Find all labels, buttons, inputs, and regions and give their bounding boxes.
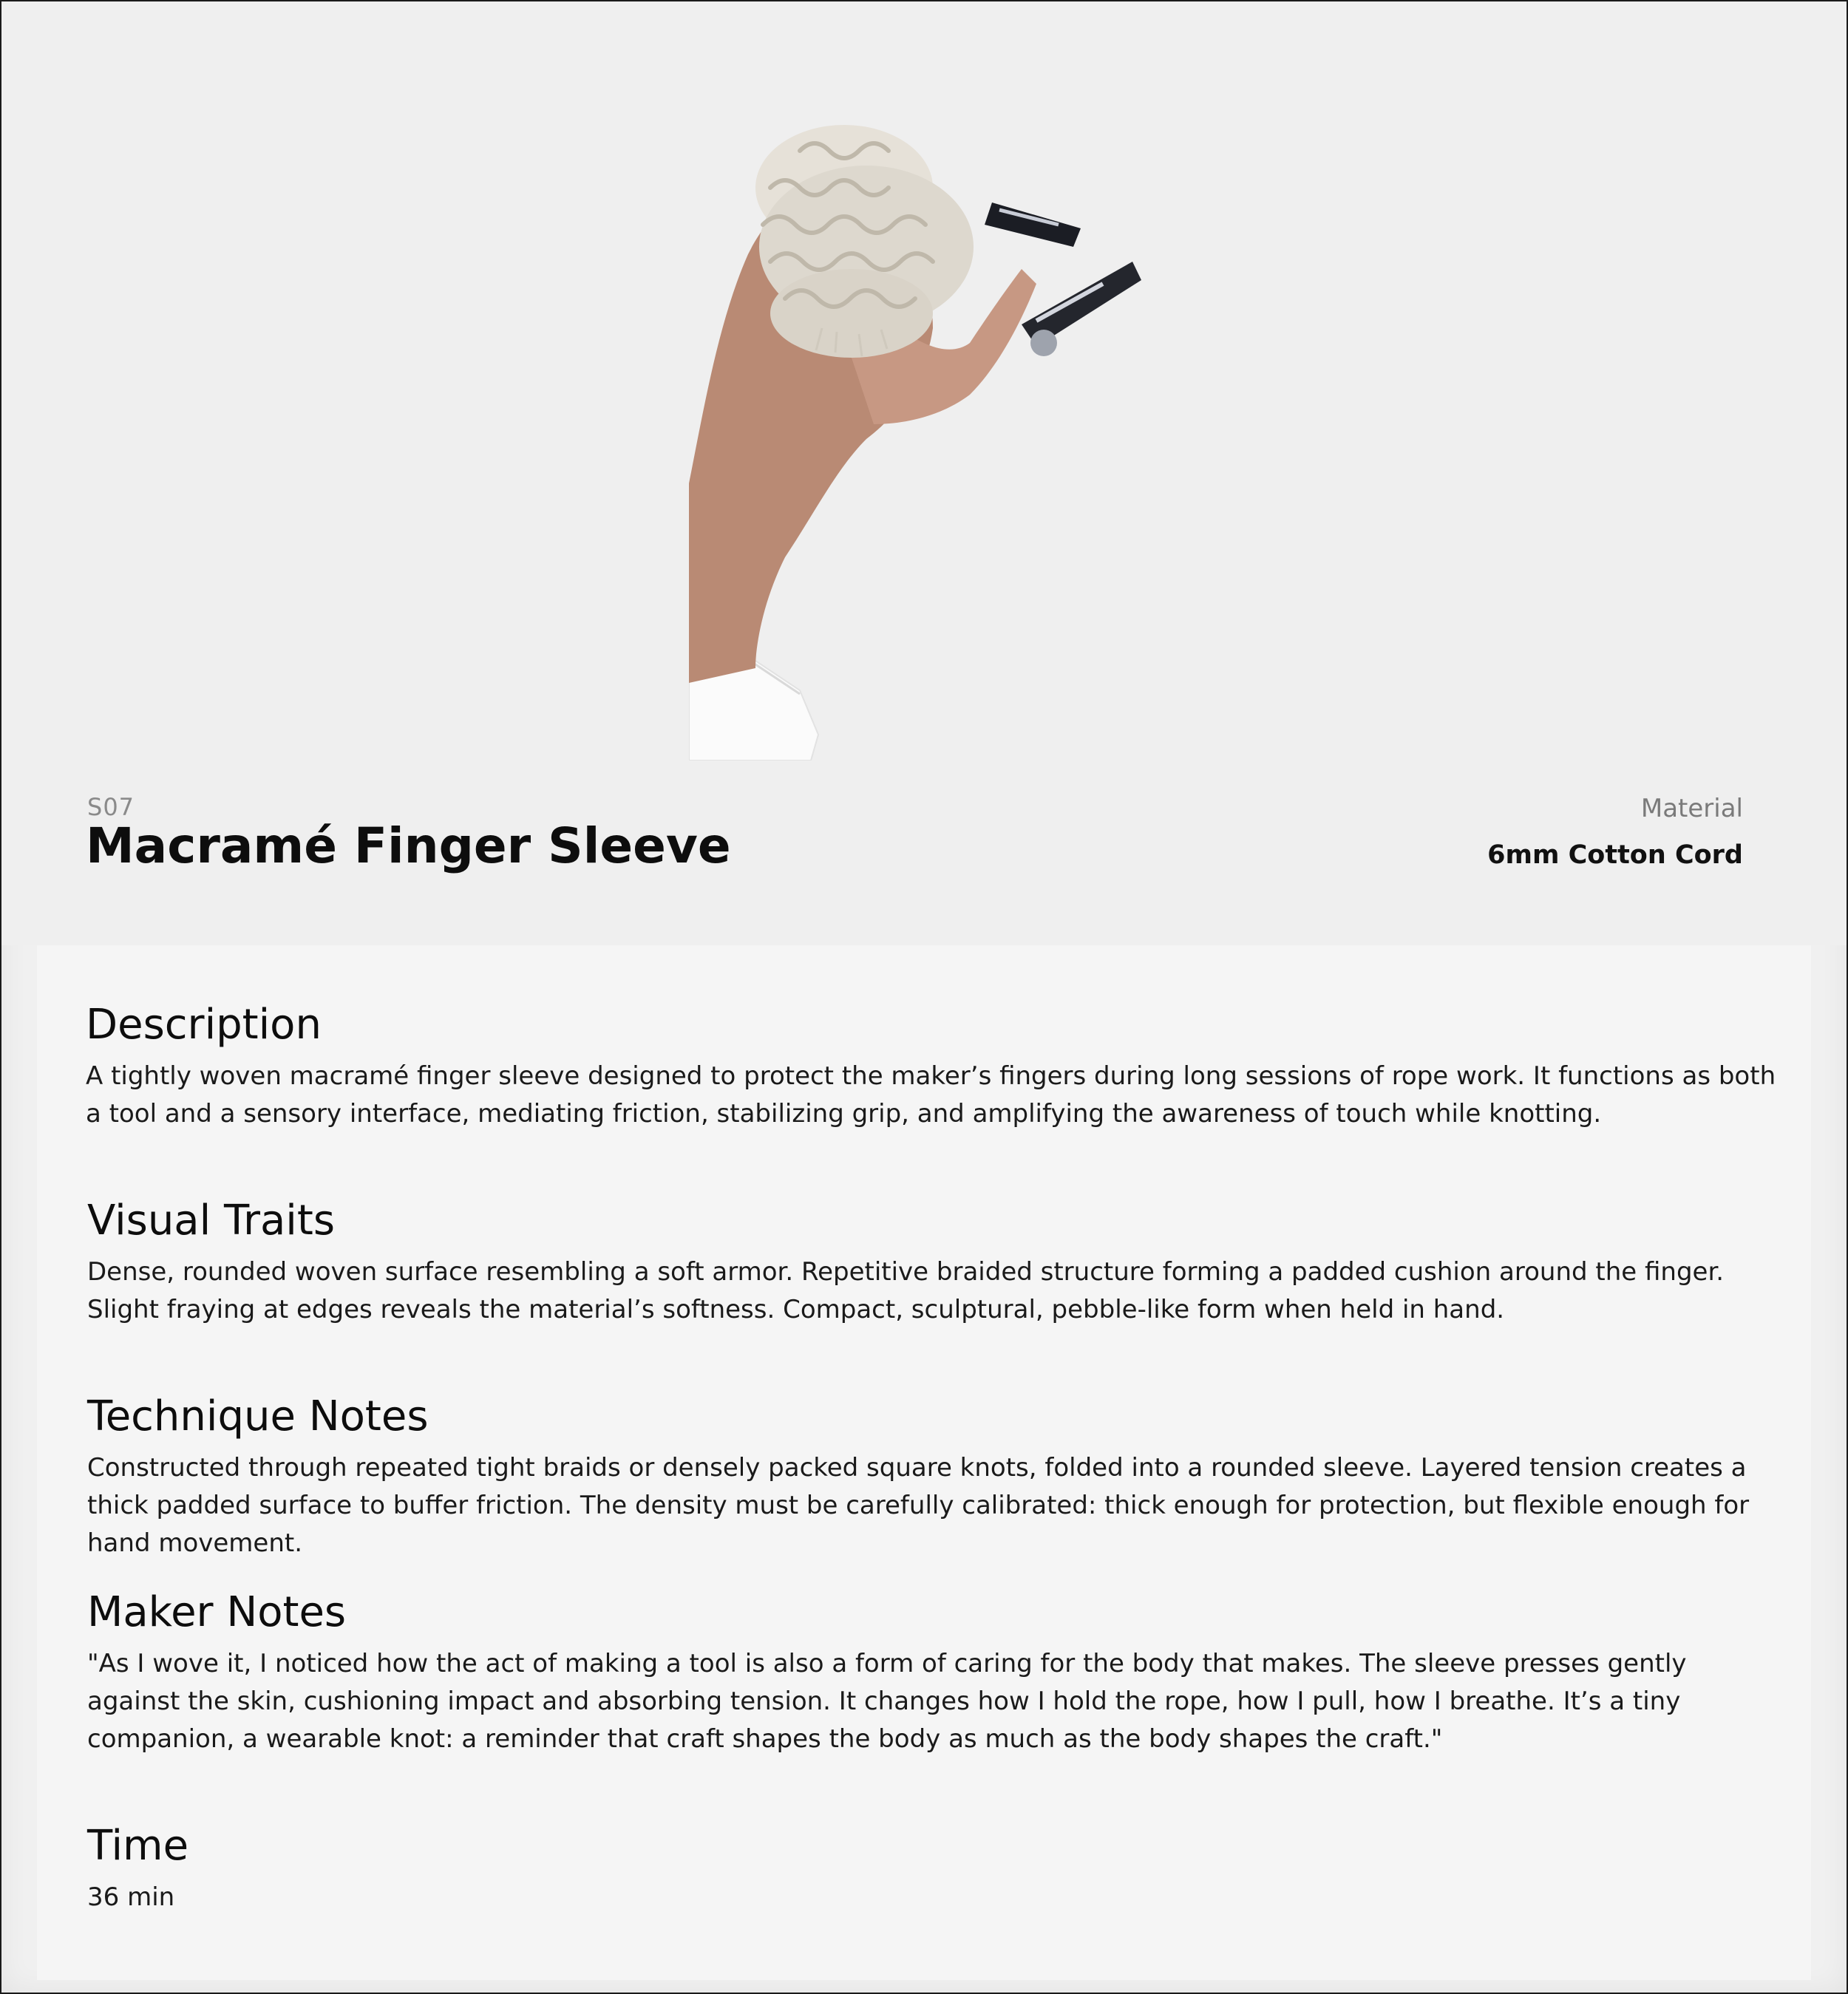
maker-notes-heading: Maker Notes (87, 1588, 347, 1636)
visual-traits-body: Dense, rounded woven surface resembling a soft armor. Repetitive braided structure forming a padded cushion around the finger. Slight fraying at edges reveals the material’s softness. Compact, sculptural, pebble-like form when held in hand. (87, 1257, 1725, 1324)
material-value: 6mm Cotton Cord (1487, 840, 1743, 870)
time-heading: Time (87, 1822, 189, 1870)
page-title: Macramé Finger Sleeve (86, 817, 731, 874)
material-label: Material (1640, 794, 1743, 823)
technique-notes-body: Constructed through repeated tight braids or densely packed square knots, folded into a rounded sleeve. Layered tension creates a thick padded surface to buffer friction. The density must be carefully calibrated: thick enough for protection, but flexible enough for hand movement. (87, 1453, 1750, 1558)
technique-notes-heading: Technique Notes (87, 1392, 429, 1440)
visual-traits-heading: Visual Traits (87, 1197, 335, 1245)
time-value: 36 min (87, 1882, 175, 1912)
details-panel (37, 945, 1811, 1980)
description-heading: Description (86, 1001, 322, 1049)
visual-traits-section (87, 1197, 1780, 1329)
technique-notes-section (87, 1392, 1780, 1562)
hero-section (1, 1, 1847, 945)
item-code: S07 (87, 793, 135, 821)
maker-notes-body: "As I wove it, I noticed how the act of making a tool is also a form of caring for the body that makes. The sleeve presses gently against the skin, cushioning impact and absorbing tension. It changes how I hold the rope, how I pull, how I breathe. It’s a tiny companion, a wearable knot: a reminder that craft shapes the body as much as the body shapes the craft." (87, 1649, 1687, 1754)
maker-notes-section (87, 1588, 1780, 1758)
product-photo (689, 99, 1162, 760)
description-section (86, 1001, 1779, 1133)
description-body: A tightly woven macramé finger sleeve designed to protect the maker’s fingers during long sessions of rope work. It functions as both a tool and a sensory interface, mediating friction, stabilizing grip, and amplifying the awareness of touch while knotting. (86, 1061, 1776, 1129)
time-section (87, 1822, 1780, 1916)
